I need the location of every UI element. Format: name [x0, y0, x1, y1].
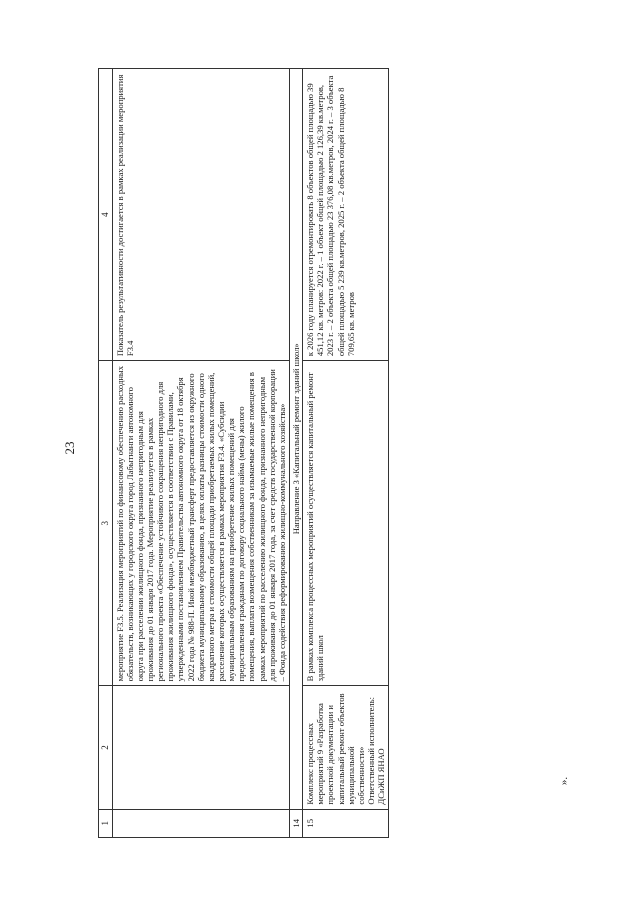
table-row — [112, 69, 289, 838]
result-indicator-cell: к 2026 году планируется отремонтировать 8 объектов общей площадью 39 451,12 кв. метров: 2022 г. – 1 объект общей площадью 2 126,39 кв.метров, 2023 г. – 2 объекта общей площадью 23 376,08 кв.метров, 2024 г. – 3 объекта общей площадью 5 239 кв.метров, 2025 г. – 2 объекта общей площадью 8 709,65 кв. метров — [303, 69, 389, 361]
header-cell-4: 4 — [99, 69, 113, 361]
closing-quote-mark: ». — [558, 776, 571, 786]
page-number: 23 — [62, 441, 77, 455]
measure-description-cell: мероприятие F3.5. Реализация мероприятий по финансовому обеспечению расходных обязательств, возникающих у городского округа город Лабытнанги автономного округа при расселении жилищного фонда, признанного непригодным для проживания до 01 января 2017 года. Мероприятие реализуется в рамках регионального проекта «Обеспечение устойчивого сокращения непригодного для проживания жилищного фонда», осуществляется в соответствии с Правилами, утвержденными постановлением Правительства автономного округа от 18 октября 2022 года № 988-П. Иной межбюджетный трансферт предоставляется из окружного бюджета муниципальному образованию, в целях оплаты разницы стоимости одного квадратного метра и стоимости общей площади приобретаемых жилых помещений, расселение которых осуществляется в рамках мероприятия F3.4. «Субсидии муниципальным образованиям на приобретение жилых помещений для предоставления гражданам по договору социального найма (мены) жилого помещения, выплата возмещения собственникам за изымаемые жилые помещения в рамках мероприятий по расселению жилищного фонда, признанного непригодным для проживания до 01 января 2017 года, за счет средств государственной корпорации – Фонда содействия реформированию жилищно-коммунального хозяйства» — [112, 361, 289, 686]
program-table — [98, 68, 389, 838]
rotated-table-wrapper — [98, 68, 618, 838]
row-number-cell — [112, 809, 289, 837]
header-cell-2: 2 — [99, 686, 113, 809]
row-number-cell: 15 — [303, 809, 389, 837]
row-number-cell: 14 — [290, 809, 303, 837]
header-cell-1: 1 — [99, 809, 113, 837]
measure-description-cell: В рамках комплекса процессных мероприятий осуществляется капитальный ремонт зданий школ — [303, 361, 389, 686]
table-row — [303, 69, 389, 838]
result-indicator-cell: Показатель результативности достигается в рамках реализации мероприятия F3.4 — [112, 69, 289, 361]
table-row — [290, 69, 303, 838]
table-header-row — [99, 69, 113, 838]
section-heading-cell: Направление 3 «Капитальный ремонт зданий школ» — [290, 69, 303, 810]
measure-name-cell — [112, 686, 289, 809]
measure-name-cell: Комплекс процессных мероприятий 9 «Разработка проектной документации и капитальный ремонт объектов муниципальной собственности» Ответственный исполнитель: ДСиЖП ЯНАО — [303, 686, 389, 809]
header-cell-3: 3 — [99, 361, 113, 686]
